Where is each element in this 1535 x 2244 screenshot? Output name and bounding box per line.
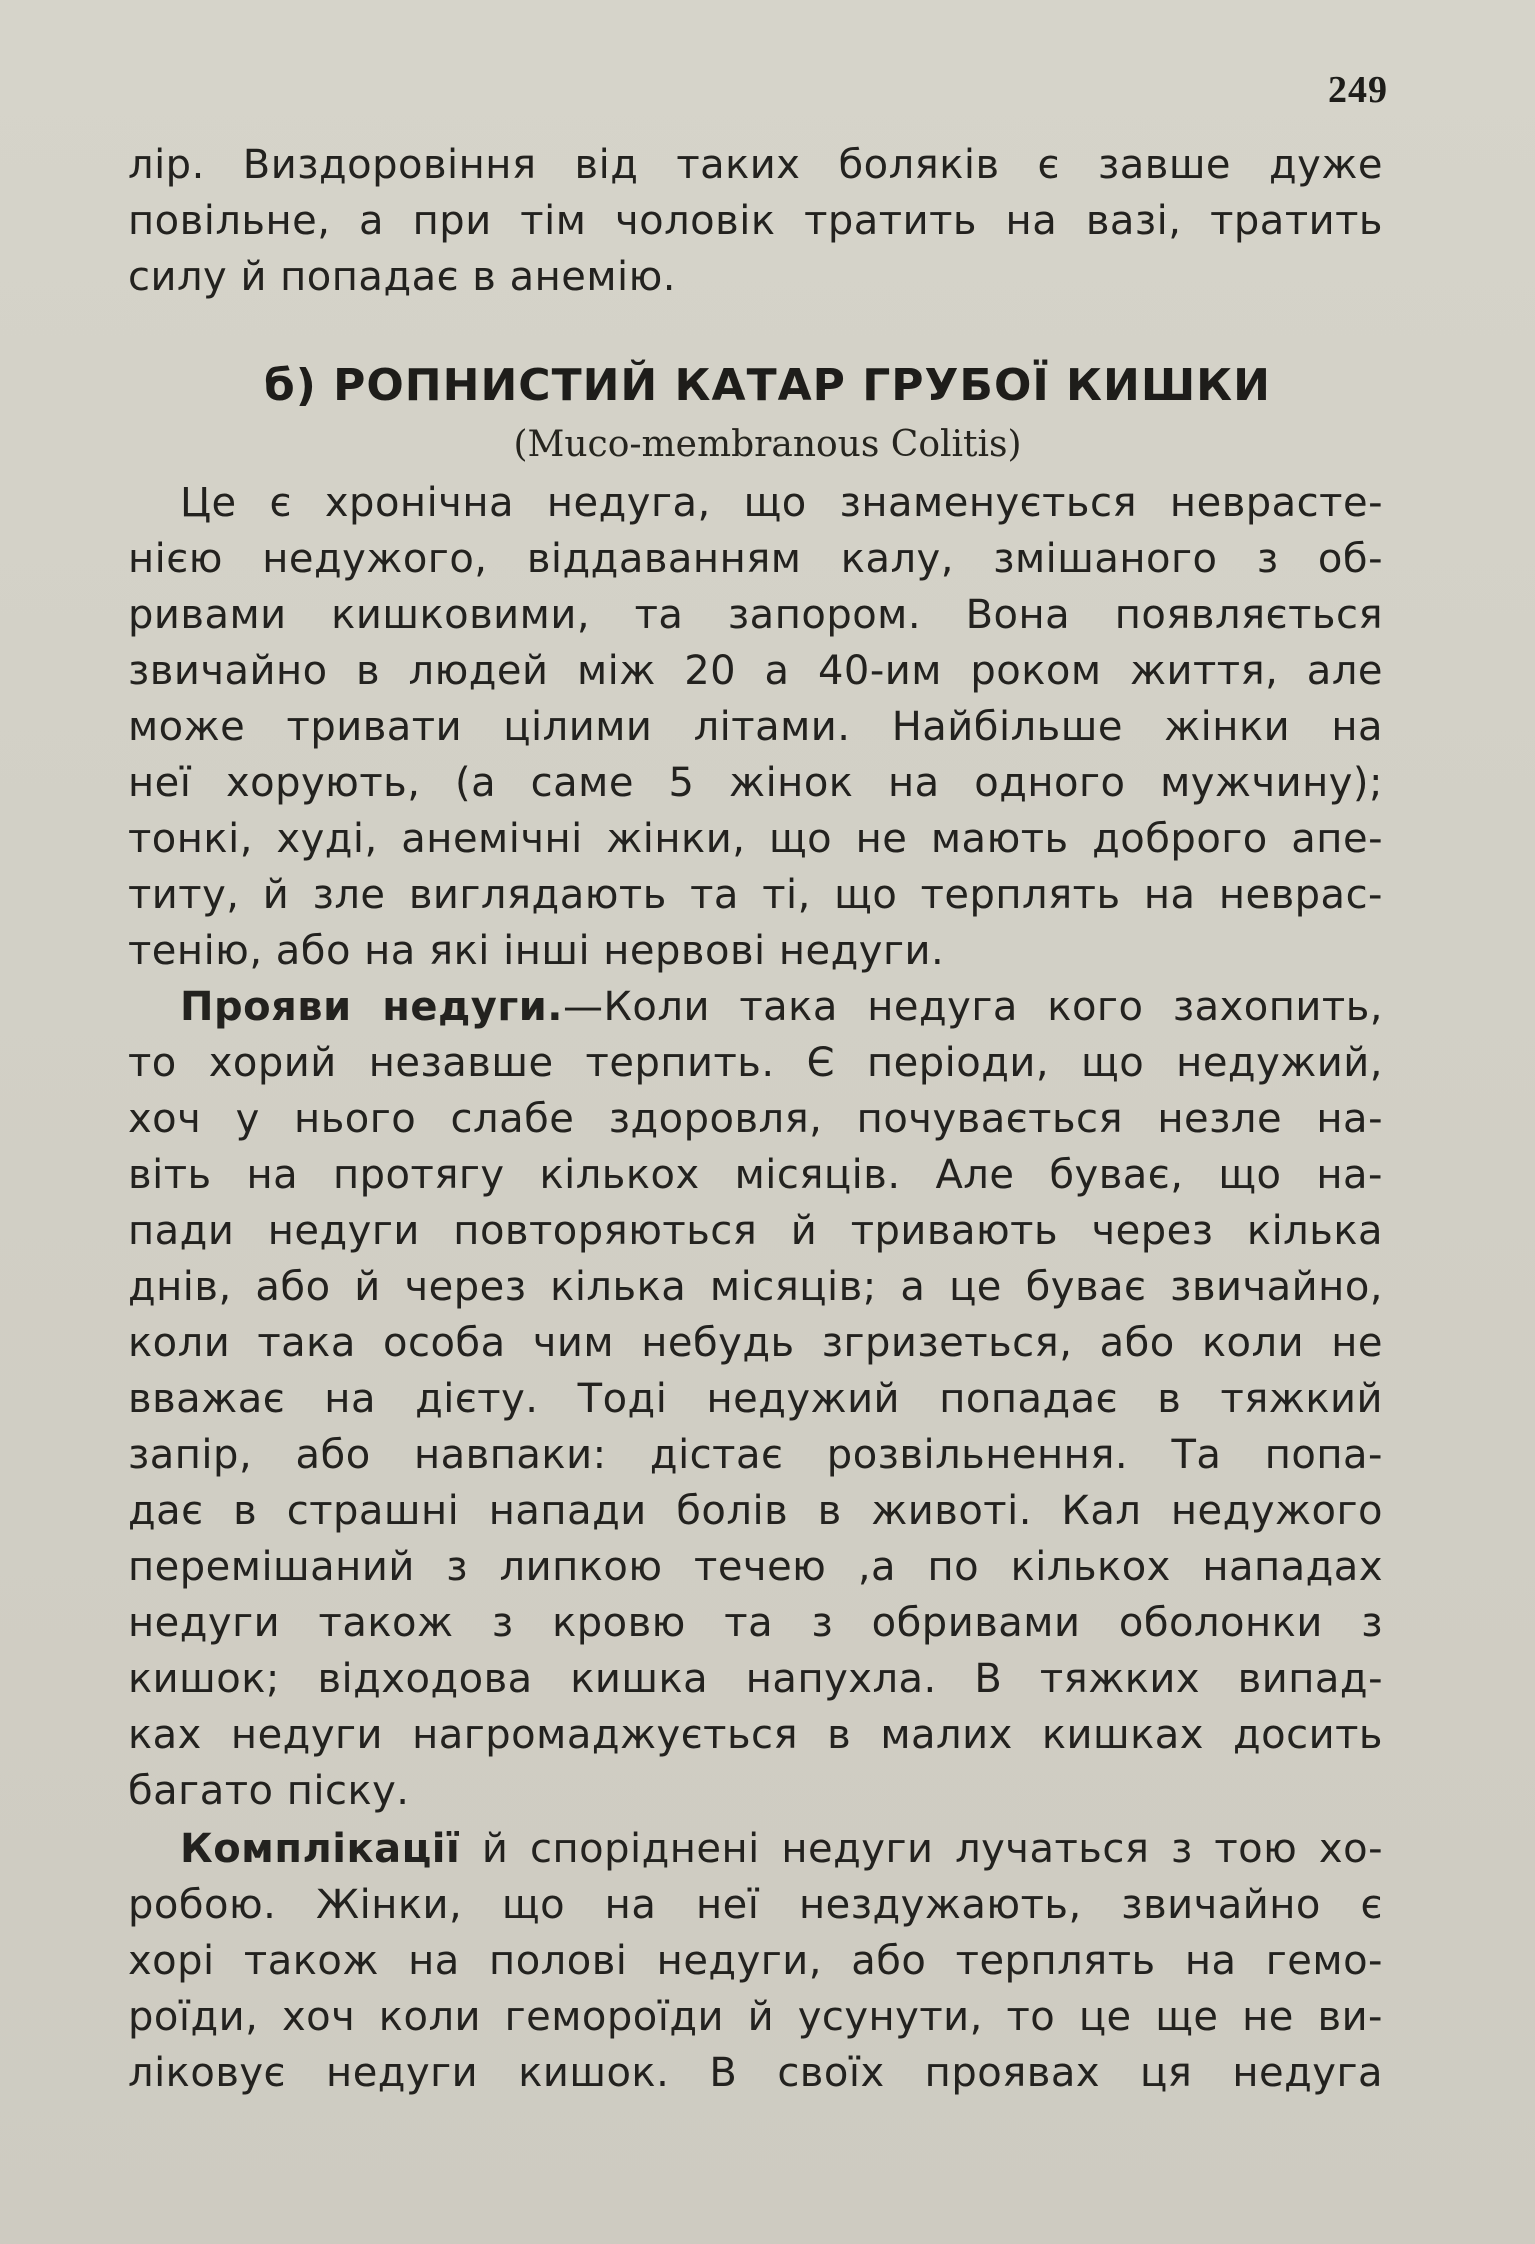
paragraph-line: дає в страшні напади болів в животі. Кал недужого	[128, 1488, 1383, 1534]
paragraph-line: вважає на дієту. Тоді недужий попадає в тяжкий	[128, 1376, 1383, 1422]
paragraph-line: нією недужого, віддаванням калу, змішаного з об-	[128, 536, 1383, 582]
paragraph-line: може тривати цілими літами. Найбільше жінки на	[128, 704, 1383, 750]
paragraph-line: тенію, або на які інші нервові недуги.	[128, 928, 945, 974]
paragraph-line: то хорий незавше терпить. Є періоди, що недужий,	[128, 1040, 1383, 1086]
paragraph-line: кишок; відходова кишка напухла. В тяжких випад-	[128, 1656, 1383, 1702]
paragraph-line: тонкі, худі, анемічні жінки, що не мають доброго апе-	[128, 816, 1383, 862]
paragraph-line: недуги також з кровю та з обривами оболонки з	[128, 1600, 1383, 1646]
paragraph-line: перемішаний з липкою течею ,а по кількох нападах	[128, 1544, 1383, 1590]
intro-line: повільне, а при тім чоловік тратить на вазі, тратить	[128, 198, 1383, 244]
paragraph-line: хоч у нього слабе здоровля, почувається незле на-	[128, 1096, 1383, 1142]
paragraph-line: днів, або й через кілька місяців; а це буває звичайно,	[128, 1264, 1383, 1310]
intro-line: лір. Виздоровіння від таких боляків є завше дуже	[128, 142, 1383, 188]
section-subheading: (Muco-membranous Colitis)	[513, 424, 1022, 465]
page-number: 249	[1328, 69, 1388, 111]
paragraph-lead-rest: й споріднені недуги лучаться з тою хо-	[460, 1826, 1383, 1872]
paragraph-line: пади недуги повторяються й тривають через кілька	[128, 1208, 1383, 1254]
paragraph-line: ліковує недуги кишок. В своїх проявах ця недуга	[128, 2050, 1383, 2096]
paragraph-line: запір, або навпаки: дістає розвільнення. Та попа-	[128, 1432, 1383, 1478]
paragraph-line: неї хорують, (а саме 5 жінок на одного мужчину);	[128, 760, 1383, 806]
section-heading: б) РОПНИСТИЙ КАТАР ГРУБОЇ КИШКИ	[264, 360, 1271, 411]
paragraph-line: ках недуги нагромаджується в малих кишках досить	[128, 1712, 1383, 1758]
paragraph-line: багато піску.	[128, 1768, 410, 1814]
paragraph-lead: Прояви недуги.	[180, 984, 564, 1030]
paragraph-line-with-lead	[180, 980, 1383, 1034]
paragraph-line: роїди, хоч коли гемороїди й усунути, то це ще не ви-	[128, 1994, 1383, 2040]
paragraph-line: звичайно в людей між 20 а 40-им роком життя, але	[128, 648, 1383, 694]
paragraph-line: віть на протягу кількох місяців. Але буває, що на-	[128, 1152, 1383, 1198]
paragraph-line: коли така особа чим небудь згризеться, або коли не	[128, 1320, 1383, 1366]
paragraph-line-with-lead	[180, 1822, 1383, 1876]
paragraph-line: робою. Жінки, що на неї нездужають, звичайно є	[128, 1882, 1383, 1928]
intro-line: силу й попадає в анемію.	[128, 254, 677, 300]
paragraph-lead: Комплікації	[180, 1826, 461, 1872]
paragraph-lead-rest: —Коли така недуга кого захопить,	[563, 984, 1383, 1030]
paragraph-line: Це є хронічна недуга, що знаменується неврасте-	[180, 480, 1383, 526]
paragraph-line: хорі також на полові недуги, або терплять на гемо-	[128, 1938, 1383, 1984]
paragraph-line: ривами кишковими, та запором. Вона появляється	[128, 592, 1383, 638]
paragraph-line: титу, й зле виглядають та ті, що терплять на неврас-	[128, 872, 1383, 918]
